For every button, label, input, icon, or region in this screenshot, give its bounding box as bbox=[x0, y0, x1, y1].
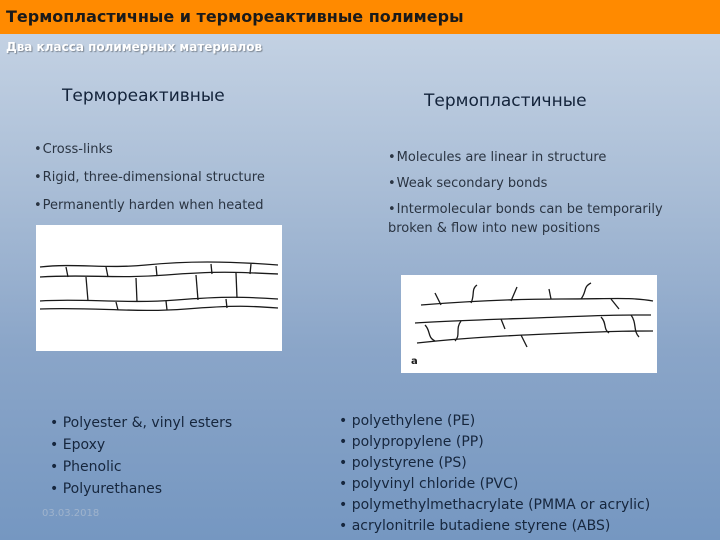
list-item: • Epoxy bbox=[50, 434, 232, 456]
list-item: • polyethylene (PE) bbox=[339, 411, 650, 432]
list-item: • Molecules are linear in structure bbox=[388, 145, 663, 171]
thermoplastic-heading: Термопластичные bbox=[424, 91, 587, 111]
list-item: • polyvinyl chloride (PVC) bbox=[339, 474, 650, 495]
thermoplastic-properties bbox=[388, 145, 663, 223]
slide-subtitle: Два класса полимерных материалов bbox=[6, 40, 263, 54]
image-label: a bbox=[411, 356, 418, 367]
list-item: • polypropylene (PP) bbox=[339, 432, 650, 453]
list-item: • Permanently harden when heated bbox=[34, 192, 265, 220]
linear-chains-drawing bbox=[401, 275, 657, 373]
list-item: • polymethylmethacrylate (PMMA or acrylic) bbox=[339, 495, 650, 516]
linear-structure-image bbox=[401, 275, 657, 373]
list-item: • polystyrene (PS) bbox=[339, 453, 650, 474]
list-item: • Polyester &, vinyl esters bbox=[50, 412, 232, 434]
list-item: • Phenolic bbox=[50, 456, 232, 478]
crosslinked-chains-drawing bbox=[36, 225, 282, 351]
thermoset-heading: Термореактивные bbox=[62, 86, 225, 106]
list-item: • Weak secondary bonds bbox=[388, 171, 663, 197]
crosslinked-structure-image bbox=[36, 225, 282, 351]
thermoset-examples bbox=[50, 412, 232, 500]
list-item: • Rigid, three-dimensional structure bbox=[34, 164, 265, 192]
title-bar bbox=[0, 0, 720, 34]
slide-title: Термопластичные и термореактивные полимеры bbox=[6, 7, 464, 26]
slide-date: 03.03.2018 bbox=[42, 508, 100, 519]
thermoplastic-examples bbox=[339, 411, 650, 537]
list-item: • acrylonitrile butadiene styrene (ABS) bbox=[339, 516, 650, 537]
list-item: • Polyurethanes bbox=[50, 478, 232, 500]
thermoset-properties bbox=[34, 136, 265, 220]
thermoplastic-property-continuation: broken & flow into new positions bbox=[388, 221, 601, 236]
list-item: • Cross-links bbox=[34, 136, 265, 164]
list-item: • Intermolecular bonds can be temporarily bbox=[388, 197, 663, 223]
